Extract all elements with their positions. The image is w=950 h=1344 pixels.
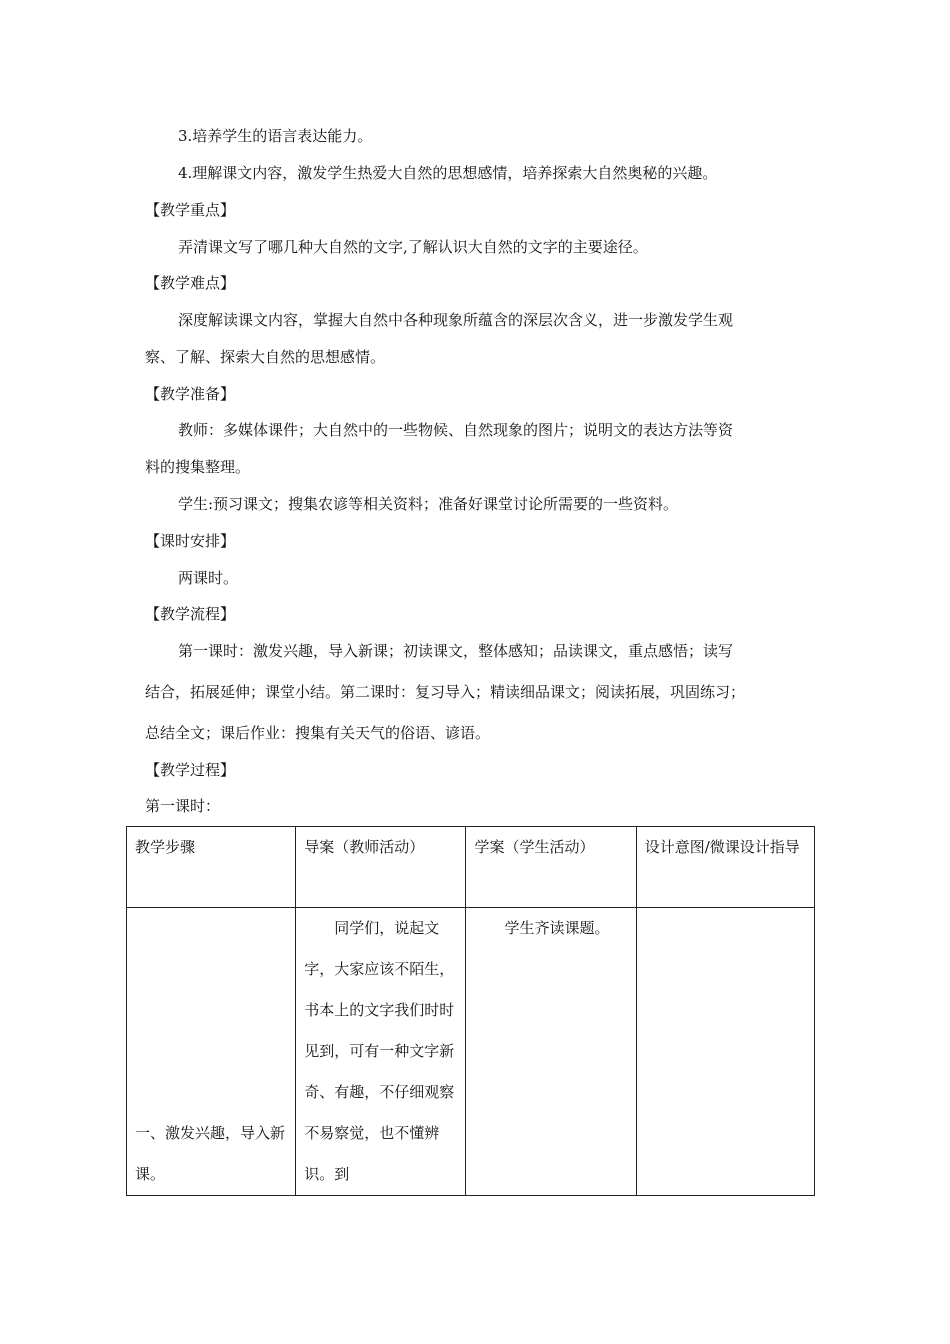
flow-line-3: 总结全文；课后作业：搜集有关天气的俗语、谚语。 xyxy=(145,724,491,742)
key-points-heading: 【教学重点】 xyxy=(145,201,236,219)
lesson-steps-table xyxy=(126,826,815,1196)
key-points-text: 弄清课文写了哪几种大自然的文字,了解认识大自然的文字的主要途径。 xyxy=(178,238,648,256)
preparation-heading: 【教学准备】 xyxy=(145,385,236,403)
cell-step: 一、激发兴趣，导入新课。 xyxy=(127,908,296,1196)
table-header-row xyxy=(127,827,815,908)
objective-4: 4.理解课文内容，激发学生热爱大自然的思想感情，培养探索大自然奥秘的兴趣。 xyxy=(178,164,718,182)
flow-line-1: 第一课时：激发兴趣，导入新课；初读课文，整体感知；品读课文，重点感悟；读写 xyxy=(178,642,734,660)
cell-design-intent xyxy=(636,908,814,1196)
difficult-points-line-1: 深度解读课文内容，掌握大自然中各种现象所蕴含的深层次含义，进一步激发学生观 xyxy=(178,311,734,329)
difficult-points-heading: 【教学难点】 xyxy=(145,274,236,292)
cell-student-activity: 学生齐读课题。 xyxy=(466,908,636,1196)
cell-teacher-activity: 同学们，说起文字，大家应该不陌生，书本上的文字我们时时见到，可有一种文字新奇、有趣，不仔细观察不易察觉，也不懂辨识。到 xyxy=(296,908,466,1196)
header-design-intent: 设计意图/微课设计指导 xyxy=(636,827,814,908)
flow-heading: 【教学流程】 xyxy=(145,605,236,623)
preparation-teacher-line-2: 料的搜集整理。 xyxy=(145,458,251,476)
schedule-text: 两课时。 xyxy=(178,569,239,587)
header-student-activity: 学案（学生活动） xyxy=(466,827,636,908)
lesson-label: 第一课时： xyxy=(145,797,221,815)
table-row xyxy=(127,908,815,1196)
process-heading: 【教学过程】 xyxy=(145,761,236,779)
objective-3: 3.培养学生的语言表达能力。 xyxy=(178,127,373,145)
difficult-points-line-2: 察、了解、探索大自然的思想感情。 xyxy=(145,348,386,366)
header-teacher-activity: 导案（教师活动） xyxy=(296,827,466,908)
header-step: 教学步骤 xyxy=(127,827,296,908)
preparation-teacher-line-1: 教师：多媒体课件；大自然中的一些物候、自然现象的图片；说明文的表达方法等资 xyxy=(178,421,734,439)
schedule-heading: 【课时安排】 xyxy=(145,532,236,550)
flow-line-2: 结合，拓展延伸；课堂小结。第二课时：复习导入；精读细品课文；阅读拓展，巩固练习； xyxy=(145,683,746,701)
preparation-student: 学生:预习课文；搜集农谚等相关资料；准备好课堂讨论所需要的一些资料。 xyxy=(178,495,679,513)
